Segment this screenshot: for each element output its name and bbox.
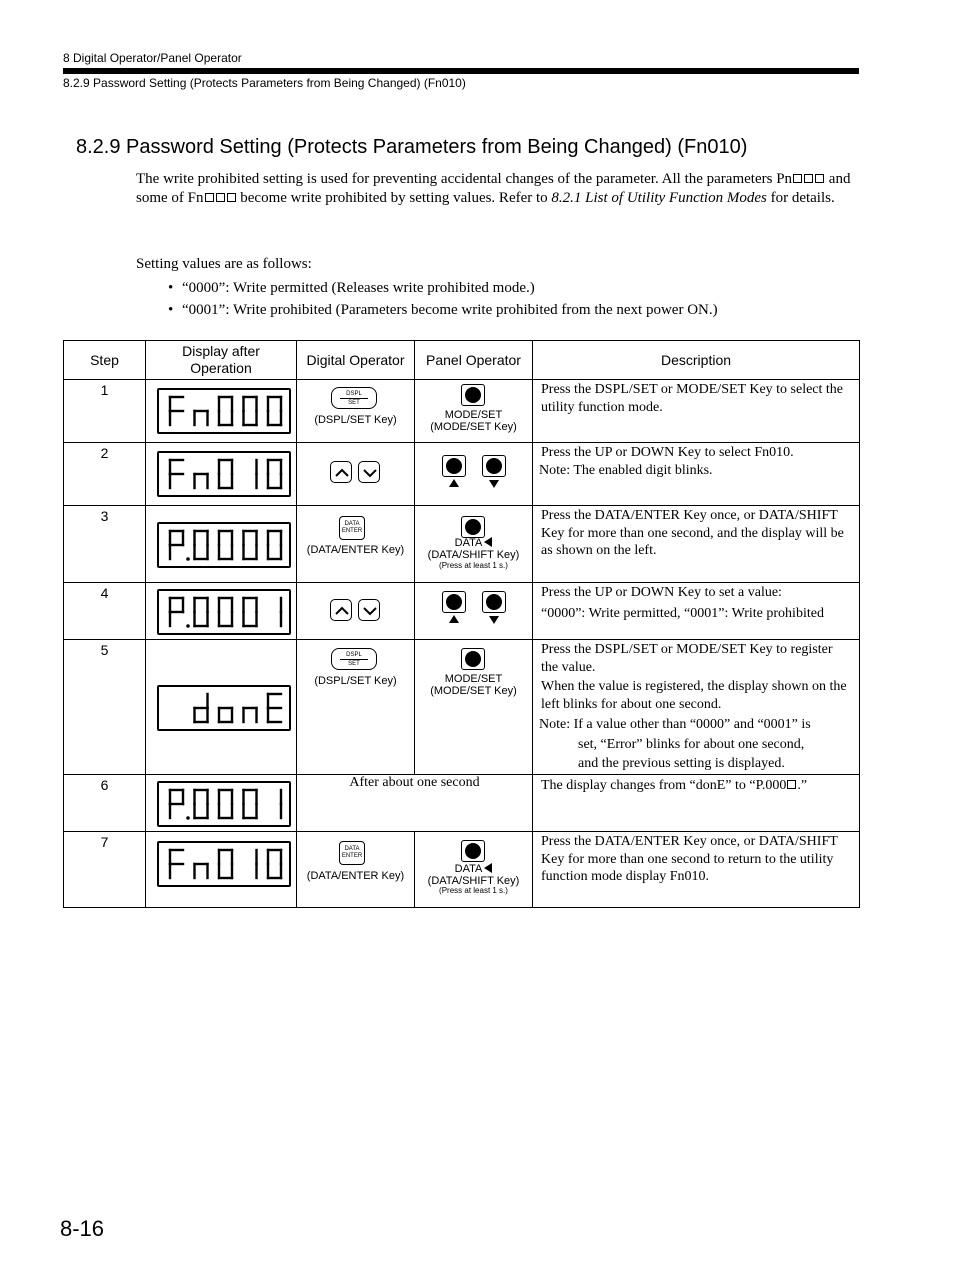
description-cell xyxy=(533,506,860,583)
bullet-item: • “0000”: Write permitted (Releases write prohibited mode.) xyxy=(168,280,535,296)
down-key-icon xyxy=(482,455,506,477)
down-arrow-icon xyxy=(489,480,499,488)
lcd-decimal-point xyxy=(186,557,190,561)
lcd-display xyxy=(157,388,291,434)
description-text: The display changes from “donE” to “P.000 .” xyxy=(541,778,808,793)
data-shift-key-icon xyxy=(461,516,485,538)
key-caption: (MODE/SET Key) xyxy=(430,421,517,433)
placeholder-box-icon xyxy=(227,193,236,202)
description-cell xyxy=(533,832,860,908)
placeholder-box-icon xyxy=(815,174,824,183)
down-key-icon xyxy=(358,599,380,621)
key-caption: (MODE/SET Key) xyxy=(430,685,517,697)
placeholder-box-icon xyxy=(793,174,802,183)
up-arrow-icon xyxy=(449,479,459,487)
cross-reference: 8.2.1 List of Utility Function Modes xyxy=(551,190,767,206)
header-step: Step xyxy=(64,341,146,380)
placeholder-box-icon xyxy=(205,193,214,202)
table-row xyxy=(64,775,860,832)
bullet-item: • “0001”: Write prohibited (Parameters become write prohibited from the next power ON.) xyxy=(168,302,718,318)
description-cell xyxy=(533,775,860,832)
description-text: Press the UP or DOWN Key to set a value: xyxy=(541,585,782,600)
shift-left-arrow-icon xyxy=(484,537,492,547)
page-number: 8-16 xyxy=(60,1216,105,1241)
after-one-second-cell xyxy=(297,775,533,832)
display-cell xyxy=(146,380,297,443)
header-description: Description xyxy=(533,341,860,380)
key-label: DATA xyxy=(415,537,532,549)
table-row xyxy=(64,583,860,640)
key-label: MODE/SET xyxy=(444,409,503,421)
table-row xyxy=(64,832,860,908)
data-enter-key-icon: DATA ENTER xyxy=(339,516,365,540)
description-note: Note: If a value other than “0000” and “0001” is xyxy=(539,717,811,732)
lcd-decimal-point xyxy=(186,624,190,628)
key-caption: (DATA/ENTER Key) xyxy=(306,544,405,556)
description-text: “0000”: Write permitted, “0001”: Write prohibited xyxy=(541,605,824,621)
lcd-display xyxy=(157,685,291,731)
digital-operator-cell xyxy=(297,443,415,506)
panel-operator-cell xyxy=(415,640,533,775)
placeholder-box-icon xyxy=(787,780,796,789)
step-number: 5 xyxy=(64,640,146,775)
down-arrow-icon xyxy=(489,616,499,624)
up-arrow-icon xyxy=(449,615,459,623)
description-note: Note: The enabled digit blinks. xyxy=(539,462,713,478)
press-note: (Press at least 1 s.) xyxy=(439,886,508,895)
digital-operator-cell xyxy=(297,583,415,640)
intro-text-2: and some of Fn xyxy=(136,171,851,206)
description-cell xyxy=(533,583,860,640)
up-key-icon xyxy=(442,591,466,613)
description-text: Press the DSPL/SET or MODE/SET Key to register the value. xyxy=(541,642,833,675)
panel-operator-cell xyxy=(415,443,533,506)
digital-operator-cell xyxy=(297,640,415,775)
table-row xyxy=(64,506,860,583)
key-caption: (DSPL/SET Key) xyxy=(314,414,397,426)
down-key-icon xyxy=(482,591,506,613)
lcd-display xyxy=(157,451,291,497)
description-cell xyxy=(533,380,860,443)
data-shift-key-icon xyxy=(461,840,485,862)
panel-operator-cell xyxy=(415,832,533,908)
mode-set-key-icon xyxy=(461,384,485,406)
display-cell xyxy=(146,583,297,640)
table-row xyxy=(64,380,860,443)
digital-operator-cell xyxy=(297,832,415,908)
display-cell xyxy=(146,640,297,775)
key-caption: (DATA/SHIFT Key) xyxy=(427,549,520,561)
shift-left-arrow-icon xyxy=(484,863,492,873)
description-text: Press the DATA/ENTER Key once, or DATA/SHIFT Key for more than one second, and the display will be as shown on the left. xyxy=(541,508,844,558)
step-number: 7 xyxy=(64,832,146,908)
description-text: Press the UP or DOWN Key to select Fn010. xyxy=(541,445,794,460)
panel-operator-cell xyxy=(415,583,533,640)
bullet-text: “0000”: Write permitted (Releases write prohibited mode.) xyxy=(182,280,535,296)
lcd-display xyxy=(157,589,291,635)
table-row xyxy=(64,640,860,775)
step-number: 2 xyxy=(64,443,146,506)
data-enter-key-icon: DATA ENTER xyxy=(339,841,365,865)
description-text: When the value is registered, the display shown on the left blinks for about one second. xyxy=(541,679,847,712)
intro-text-3: become write prohibited by setting values. Refer to xyxy=(236,190,552,206)
lcd-display xyxy=(157,841,291,887)
after-one-second-text: After about one second xyxy=(349,775,480,790)
key-caption: (DATA/SHIFT Key) xyxy=(427,875,520,887)
setting-values-lead: Setting values are as follows: xyxy=(136,256,312,272)
dspl-set-key-icon: DSPL SET xyxy=(331,387,377,409)
description-cell xyxy=(533,443,860,506)
up-key-icon xyxy=(330,599,352,621)
display-cell xyxy=(146,775,297,832)
lcd-decimal-point xyxy=(186,816,190,820)
key-label: DATA xyxy=(415,863,532,875)
up-key-icon xyxy=(330,461,352,483)
mode-set-key-icon xyxy=(461,648,485,670)
header-panel-operator: Panel Operator xyxy=(415,341,533,380)
section-title: 8.2.9 Password Setting (Protects Parameters from Being Changed) (Fn010) xyxy=(76,136,748,158)
up-key-icon xyxy=(442,455,466,477)
description-cell xyxy=(533,640,860,775)
digital-operator-cell xyxy=(297,380,415,443)
description-note: set, “Error” blinks for about one second, xyxy=(578,736,805,752)
operation-steps-table xyxy=(63,340,860,908)
intro-text-4: for details. xyxy=(766,190,835,206)
intro-text-1: The write prohibited setting is used for preventing accidental changes of the parameter. All the parameters Pn xyxy=(136,171,793,187)
description-note: and the previous setting is displayed. xyxy=(578,756,785,771)
description-text: Press the DATA/ENTER Key once, or DATA/SHIFT Key for more than one second to return to the utility function mode display Fn010. xyxy=(541,834,838,884)
panel-operator-cell xyxy=(415,380,533,443)
display-cell xyxy=(146,506,297,583)
placeholder-box-icon xyxy=(804,174,813,183)
display-cell xyxy=(146,443,297,506)
dspl-set-key-icon: DSPL SET xyxy=(331,648,377,670)
lcd-display xyxy=(157,522,291,568)
table-row xyxy=(64,443,860,506)
lcd-display xyxy=(157,781,291,827)
table-header-row xyxy=(64,341,860,380)
step-number: 3 xyxy=(64,506,146,583)
step-number: 1 xyxy=(64,380,146,443)
running-header-section: 8.2.9 Password Setting (Protects Parameters from Being Changed) (Fn010) xyxy=(63,76,466,90)
display-cell xyxy=(146,832,297,908)
running-header-chapter: 8 Digital Operator/Panel Operator xyxy=(63,51,242,65)
digital-operator-cell xyxy=(297,506,415,583)
key-caption: (DSPL/SET Key) xyxy=(314,675,397,687)
header-rule xyxy=(63,68,859,74)
placeholder-box-icon xyxy=(216,193,225,202)
step-number: 4 xyxy=(64,583,146,640)
key-caption: (DATA/ENTER Key) xyxy=(306,870,405,882)
press-note: (Press at least 1 s.) xyxy=(439,561,508,570)
down-key-icon xyxy=(358,461,380,483)
header-digital-operator: Digital Operator xyxy=(297,341,415,380)
intro-paragraph xyxy=(136,170,862,208)
header-display: Display after Operation xyxy=(146,341,297,380)
bullet-text: “0001”: Write prohibited (Parameters become write prohibited from the next power ON.) xyxy=(182,302,718,318)
panel-operator-cell xyxy=(415,506,533,583)
description-text: Press the DSPL/SET or MODE/SET Key to select the utility function mode. xyxy=(541,382,844,415)
step-number: 6 xyxy=(64,775,146,832)
key-label: MODE/SET xyxy=(444,673,503,685)
